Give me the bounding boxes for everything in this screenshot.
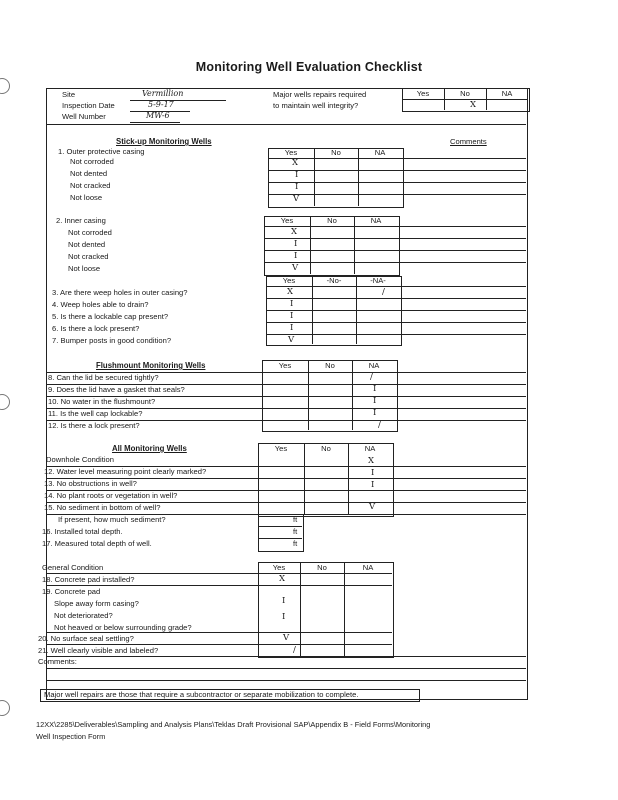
q2-item: Not corroded bbox=[68, 228, 112, 237]
file-path: 12XX\2285\Deliverables\Sampling and Analysis Plans\Teklas Draft Provisional SAP\Appendix B - Field Forms\Monitoring bbox=[36, 720, 431, 729]
q14-label: 14. No plant roots or vegetation in well? bbox=[44, 491, 178, 500]
punch-hole bbox=[0, 394, 10, 410]
site-label: Site bbox=[62, 90, 76, 99]
q2-mark: I bbox=[294, 239, 298, 249]
q19-item: Slope away form casing? bbox=[54, 599, 139, 608]
q1-item: Not corroded bbox=[70, 157, 114, 166]
gen-yes-mark: I bbox=[282, 596, 286, 606]
q5-mark: I bbox=[290, 311, 294, 321]
q10-label: 10. No water in the flushmount? bbox=[48, 397, 156, 406]
inspection-date-value: 5-9-17 bbox=[148, 100, 174, 109]
q2-no-header: No bbox=[327, 216, 337, 225]
q3-yes-header: Yes bbox=[282, 276, 296, 285]
q1-mark: I bbox=[295, 182, 299, 192]
q1-yes-header: Yes bbox=[284, 148, 298, 157]
flush-heading: Flushmount Monitoring Wells bbox=[96, 361, 206, 370]
q20-label: 20. No surface seal settling? bbox=[38, 634, 134, 643]
well-number-value: MW-6 bbox=[146, 111, 170, 120]
gen-yes-mark: I bbox=[282, 612, 286, 622]
flush-na-header: NA bbox=[368, 361, 380, 370]
all-na-mark: X bbox=[368, 456, 375, 466]
q9-label: 9. Does the lid have a gasket that seals? bbox=[48, 385, 185, 394]
major-repairs-q1: Major wells repairs required bbox=[273, 90, 367, 99]
q2-label: 2. Inner casing bbox=[56, 216, 106, 225]
q1-item: Not cracked bbox=[70, 181, 111, 190]
q3-mark: X bbox=[287, 287, 294, 297]
q13-label: 13. No obstructions in well? bbox=[44, 479, 137, 488]
q2-item: Not loose bbox=[68, 264, 101, 273]
all-na-mark: I bbox=[371, 468, 375, 478]
ft-unit: ft bbox=[293, 527, 298, 536]
all-na-mark: V bbox=[369, 502, 376, 512]
inspection-date-label: Inspection Date bbox=[62, 101, 115, 110]
q1-item: Not loose bbox=[70, 193, 103, 202]
site-value: Vermillion bbox=[142, 89, 184, 98]
q2-item: Not dented bbox=[68, 240, 106, 249]
q4-label: 4. Weep holes able to drain? bbox=[52, 300, 149, 309]
flush-yes-header: Yes bbox=[278, 361, 292, 370]
q1-label: 1. Outer protective casing bbox=[58, 147, 145, 156]
gen-yes-mark: V bbox=[283, 633, 290, 643]
flush-na-mark: / bbox=[378, 420, 381, 430]
flush-no-header: No bbox=[325, 361, 335, 370]
all-na-header: NA bbox=[364, 444, 376, 453]
well-number-label: Well Number bbox=[62, 112, 106, 121]
q12-label: 12. Water level measuring point clearly marked? bbox=[44, 467, 207, 476]
q6-mark: I bbox=[290, 323, 294, 333]
q2-item: Not cracked bbox=[68, 252, 109, 261]
flush-na-mark: I bbox=[373, 396, 377, 406]
q1-item: Not dented bbox=[70, 169, 108, 178]
ft-unit: ft bbox=[293, 515, 298, 524]
q6-label: 6. Is there a lock present? bbox=[52, 324, 140, 333]
q21-label: 21. Well clearly visible and labeled? bbox=[38, 646, 159, 655]
q2-na-header: NA bbox=[370, 216, 382, 225]
comments-label: Comments: bbox=[38, 657, 77, 666]
q5-label: 5. Is there a lockable cap present? bbox=[52, 312, 169, 321]
q12-flush-label: 12. Is there a lock present? bbox=[48, 421, 140, 430]
major-no-header: No bbox=[460, 89, 470, 98]
general-label: General Condition bbox=[42, 563, 104, 572]
q3-no-header: -No- bbox=[326, 276, 342, 285]
gen-yes-mark: / bbox=[293, 645, 296, 655]
file-path-2: Well Inspection Form bbox=[36, 732, 106, 741]
q2-mark: V bbox=[292, 263, 299, 273]
q2-yes-header: Yes bbox=[280, 216, 294, 225]
q3-na-mark: / bbox=[382, 287, 385, 297]
q15-label: 15. No sediment in bottom of well? bbox=[44, 503, 161, 512]
q19-item: Not heaved or below surrounding grade? bbox=[54, 623, 192, 632]
gen-yes-header: Yes bbox=[272, 563, 286, 572]
q18-label: 18. Concrete pad installed? bbox=[42, 575, 135, 584]
gen-no-header: No bbox=[317, 563, 327, 572]
q2-mark: I bbox=[294, 251, 298, 261]
q16-label: 16. Installed total depth. bbox=[42, 527, 123, 536]
downhole-label: Downhole Condition bbox=[46, 455, 114, 464]
major-repairs-q2: to maintain well integrity? bbox=[273, 101, 359, 110]
major-yes-header: Yes bbox=[416, 89, 430, 98]
q1-mark: X bbox=[292, 158, 299, 168]
all-no-header: No bbox=[321, 444, 331, 453]
q1-no-header: No bbox=[331, 148, 341, 157]
q19-label: 19. Concrete pad bbox=[42, 587, 101, 596]
q1-mark: I bbox=[295, 170, 299, 180]
q3-na-header: -NA- bbox=[370, 276, 386, 285]
stickup-heading: Stick-up Monitoring Wells bbox=[116, 137, 212, 146]
gen-na-header: NA bbox=[362, 563, 374, 572]
major-repairs-mark: X bbox=[470, 100, 477, 110]
q3-label: 3. Are there weep holes in outer casing? bbox=[52, 288, 188, 297]
q4-mark: I bbox=[290, 299, 294, 309]
q11-label: 11. Is the well cap lockable? bbox=[48, 409, 143, 418]
all-yes-header: Yes bbox=[274, 444, 288, 453]
q7-label: 7. Bumper posts in good condition? bbox=[52, 336, 172, 345]
q2-mark: X bbox=[291, 227, 298, 237]
punch-hole bbox=[0, 700, 10, 716]
flush-na-mark: I bbox=[373, 408, 377, 418]
all-heading: All Monitoring Wells bbox=[112, 444, 187, 453]
q19-item: Not deteriorated? bbox=[54, 611, 113, 620]
major-na-header: NA bbox=[501, 89, 513, 98]
q1-mark: V bbox=[293, 194, 300, 204]
punch-hole bbox=[0, 78, 10, 94]
all-na-mark: I bbox=[371, 480, 375, 490]
gen-yes-mark: X bbox=[279, 574, 286, 584]
flush-na-mark: I bbox=[373, 384, 377, 394]
q7-mark: V bbox=[288, 335, 295, 345]
comments-header: Comments bbox=[450, 137, 487, 146]
q1-na-header: NA bbox=[374, 148, 386, 157]
q8-label: 8. Can the lid be secured tightly? bbox=[48, 373, 159, 382]
q17-label: 17. Measured total depth of well. bbox=[42, 539, 152, 548]
ft-unit: ft bbox=[293, 539, 298, 548]
major-repair-note: Major well repairs are those that require a subcontractor or separate mobilization to complete. bbox=[44, 690, 359, 699]
q15b-label: If present, how much sediment? bbox=[58, 515, 166, 524]
flush-na-mark: / bbox=[370, 372, 373, 382]
page-title: Monitoring Well Evaluation Checklist bbox=[195, 60, 423, 74]
